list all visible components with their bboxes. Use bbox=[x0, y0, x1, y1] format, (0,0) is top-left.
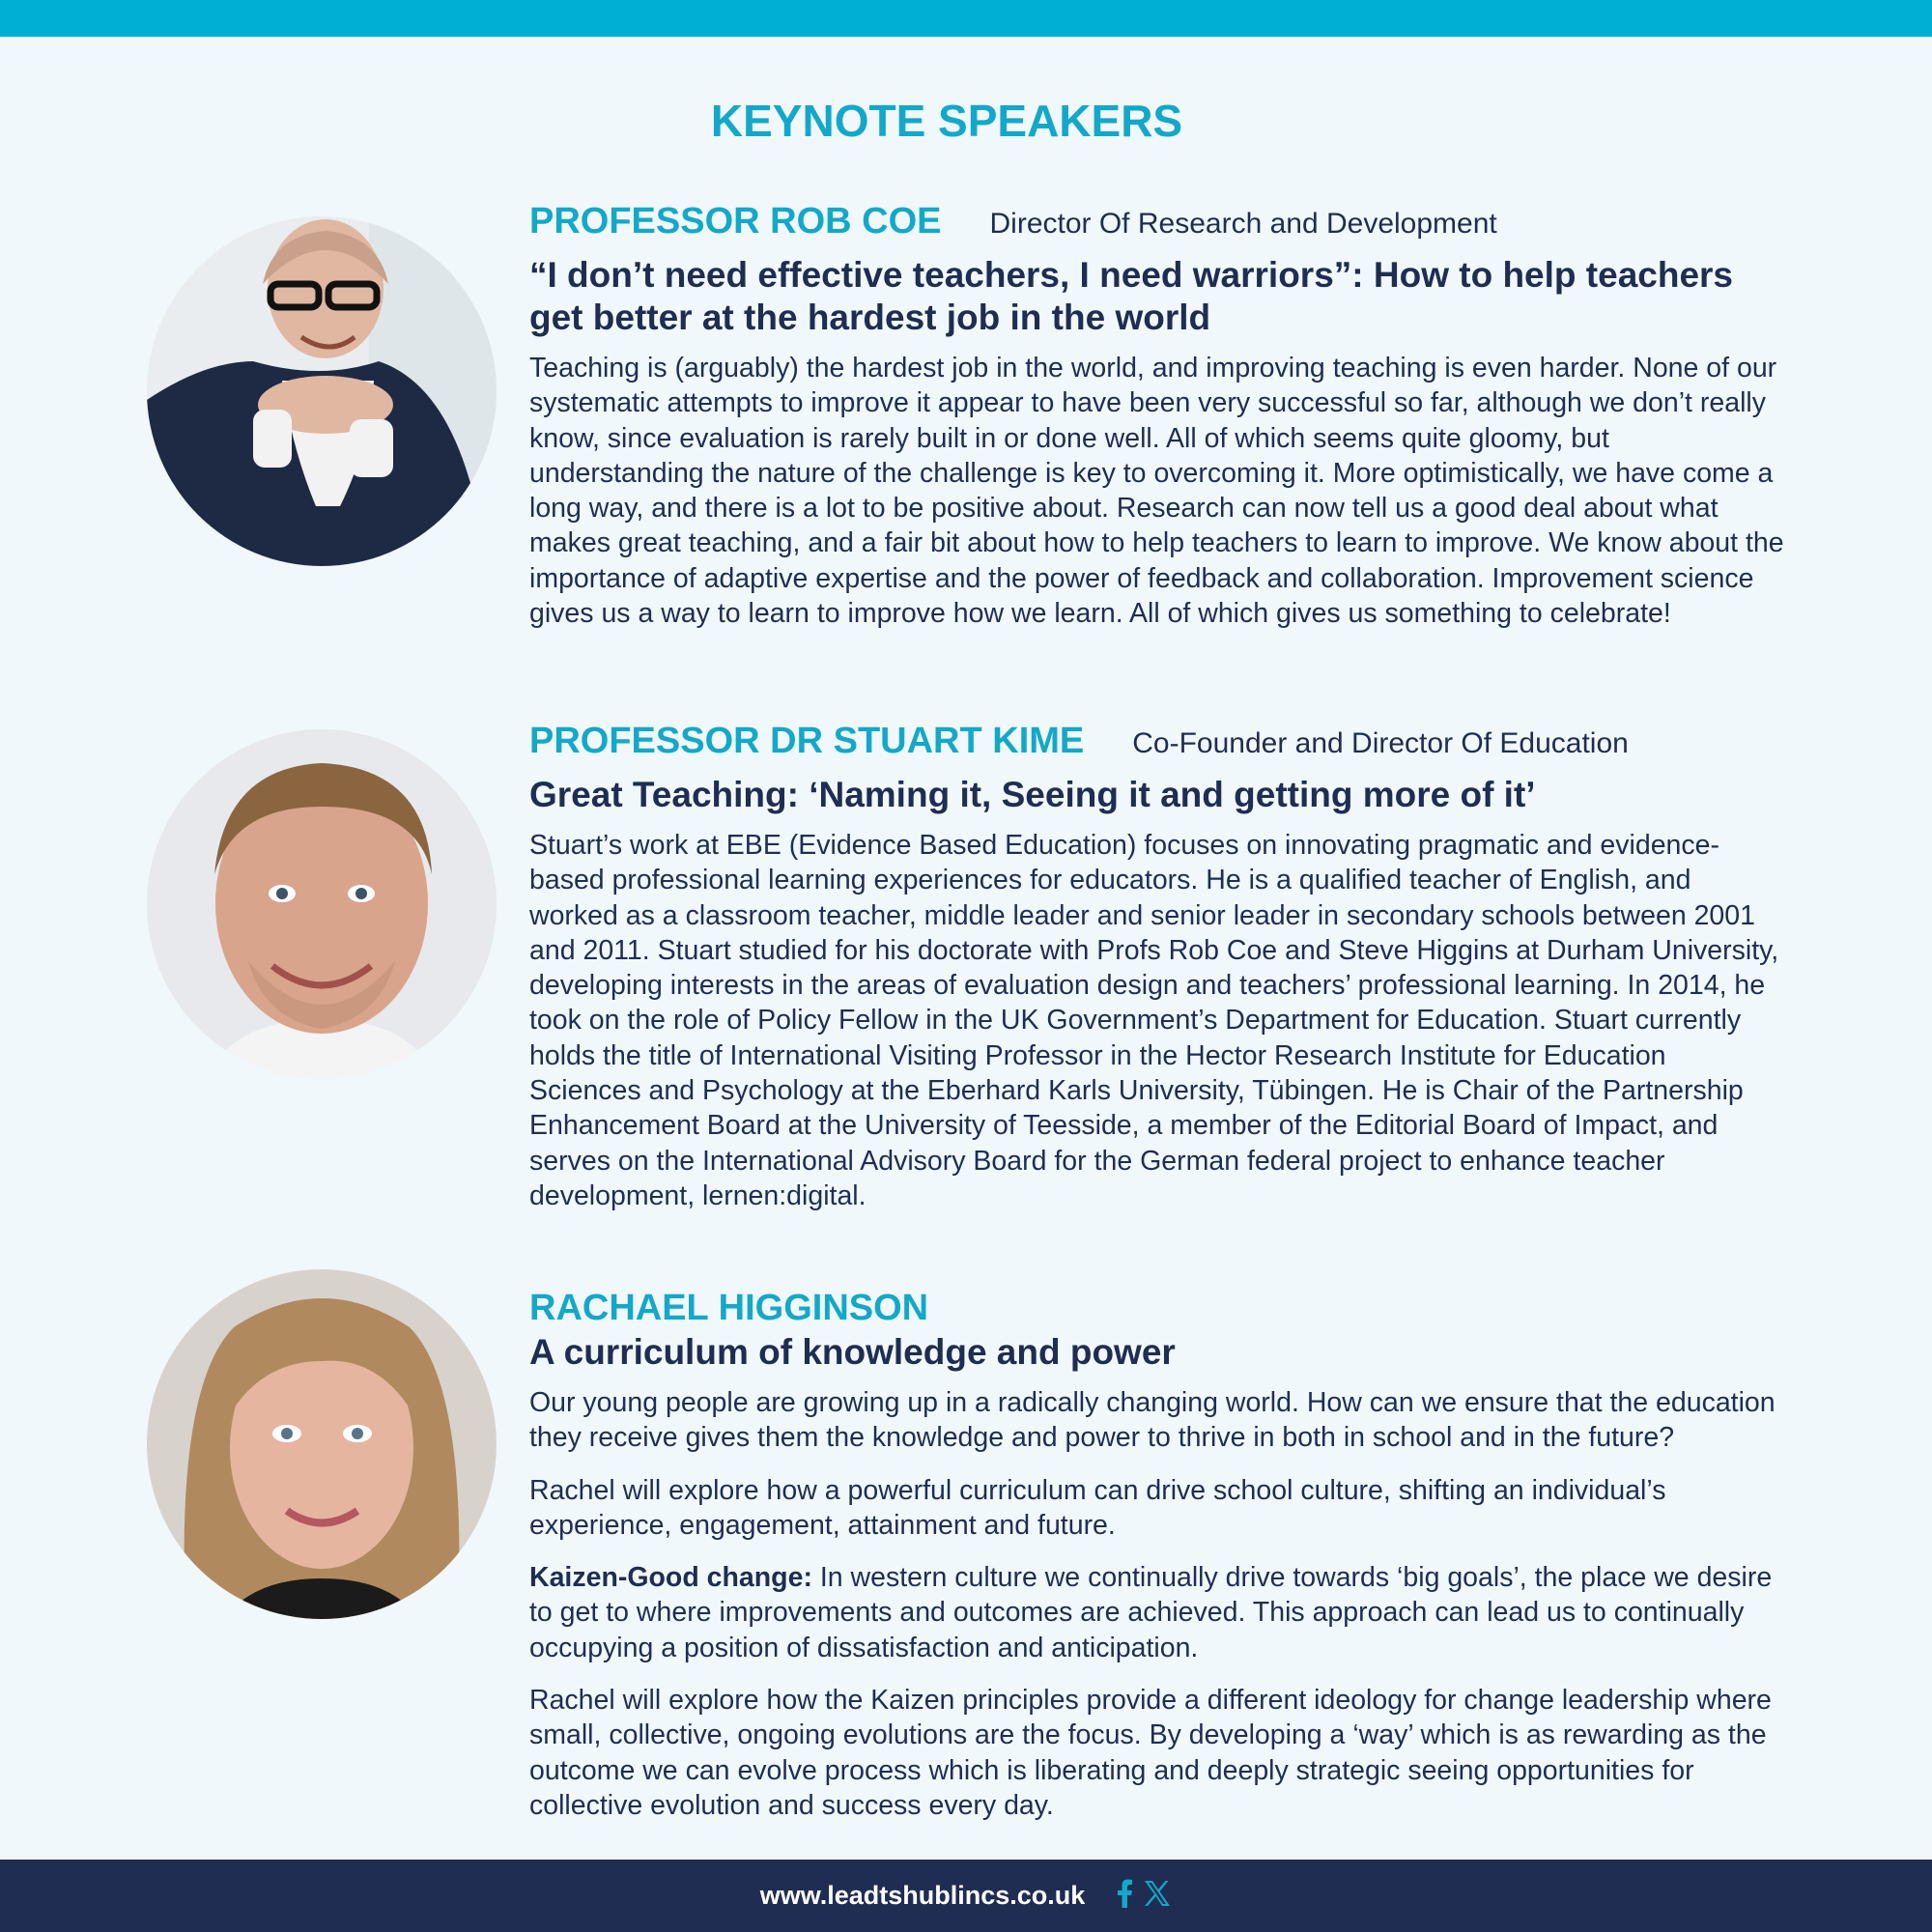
speaker-text-rob-coe bbox=[529, 201, 1785, 648]
speaker-role: Director Of Research and Development bbox=[989, 208, 1497, 240]
speaker-text-stuart-kime bbox=[529, 721, 1785, 1231]
speaker-name: RACHAEL HIGGINSON bbox=[529, 1288, 929, 1328]
speaker-photo-rachael-higginson bbox=[147, 1269, 497, 1619]
page-title: KEYNOTE SPEAKERS bbox=[710, 96, 1183, 146]
talk-description-3 bbox=[529, 1560, 1785, 1665]
talk-description-1: Our young people are growing up in a radically changing world. How can we ensure that the education they receive gives them the knowledge and power to thrive in both in school and in the future? bbox=[529, 1387, 1776, 1454]
x-twitter-icon[interactable] bbox=[1143, 1879, 1172, 1913]
talk-title: A curriculum of knowledge and power bbox=[529, 1332, 1176, 1372]
website-link[interactable]: www.leadtshublincs.co.uk bbox=[759, 1881, 1086, 1910]
speaker-text-rachael-higginson bbox=[529, 1288, 1785, 1840]
talk-description-2: Rachel will explore how a powerful curriculum can drive school culture, shifting an individual’s experience, engagement, attainment and future. bbox=[529, 1474, 1666, 1541]
name-row bbox=[529, 201, 1785, 242]
talk-title: “I don’t need effective teachers, I need warriors”: How to help teachers get better at the hardest job in the world bbox=[529, 255, 1734, 337]
speaker-photo-rob-coe bbox=[147, 216, 497, 566]
kaizen-lead-in: Kaizen-Good change: bbox=[529, 1562, 812, 1594]
speaker-name: PROFESSOR DR STUART KIME bbox=[529, 721, 1085, 761]
talk-description: Stuart’s work at EBE (Evidence Based Education) focuses on innovating pragmatic and evidence-based professional learning experiences for educators. He is a qualified teacher of English, and worked as a classroom teacher, middle leader and senior leader in secondary schools between 2001 and 2011. Stuart studied for his doctorate with Profs Rob Coe and Steve Higgins at Durham University, developing interests in the areas of evaluation design and teachers’ professional learning. In 2014, he took on the role of Policy Fellow in the UK Government’s Department for Education. Stuart currently holds the title of International Visiting Professor in the Hector Research Institute for Education Sciences and Psychology at the Eberhard Karls University, Tübingen. He is Chair of the Partnership Enhancement Board at the University of Teesside, a member of the Editorial Board of Impact, and serves on the International Advisory Board for the German federal project to enhance teacher development, lernen:digital. bbox=[529, 830, 1779, 1211]
talk-title: Great Teaching: ‘Naming it, Seeing it and getting more of it’ bbox=[529, 775, 1536, 814]
kaizen-text: In western culture we continually drive towards ‘big goals’, the place we desire to get to where improvements and outcomes are achieved. This approach can lead us to continually occupying a position of dissatisfaction and anticipation. bbox=[529, 1562, 1773, 1663]
name-row bbox=[529, 721, 1785, 762]
name-row bbox=[529, 1288, 1785, 1329]
portrait-man-glasses-image bbox=[147, 216, 497, 566]
facebook-icon[interactable] bbox=[1116, 1879, 1133, 1913]
talk-description: Teaching is (arguably) the hardest job in the world, and improving teaching is even harder. None of our systematic attempts to improve it appear to have been very successful so far, although we don’t really know, since evaluation is rarely built in or done well. All of which seems quite gloomy, but understanding the nature of the challenge is key to overcoming it. More optimistically, we have come a long way, and there is a lot to be positive about. Research can now tell us a good deal about what makes great teaching, and a fair bit about how to help teachers to learn to improve. We know about the importance of adaptive expertise and the power of feedback and collaboration. Improvement science gives us a way to learn to improve how we learn. All of which gives us something to celebrate! bbox=[529, 353, 1784, 630]
portrait-man-smiling-image bbox=[147, 729, 497, 1079]
speaker-photo-stuart-kime bbox=[147, 729, 497, 1079]
top-accent-bar bbox=[0, 0, 1932, 37]
speaker-role: Co-Founder and Director Of Education bbox=[1132, 727, 1629, 759]
portrait-woman-smiling-image bbox=[147, 1269, 497, 1619]
footer-bar bbox=[0, 1860, 1932, 1932]
speaker-name: PROFESSOR ROB COE bbox=[529, 201, 942, 242]
talk-description-4: Rachel will explore how the Kaizen principles provide a different ideology for change leadership where small, collective, ongoing evolutions are the focus. By developing a ‘way’ which is as rewarding as the outcome we can evolve process which is liberating and deeply strategic seeing opportunities for collective evolution and success every day. bbox=[529, 1685, 1772, 1821]
